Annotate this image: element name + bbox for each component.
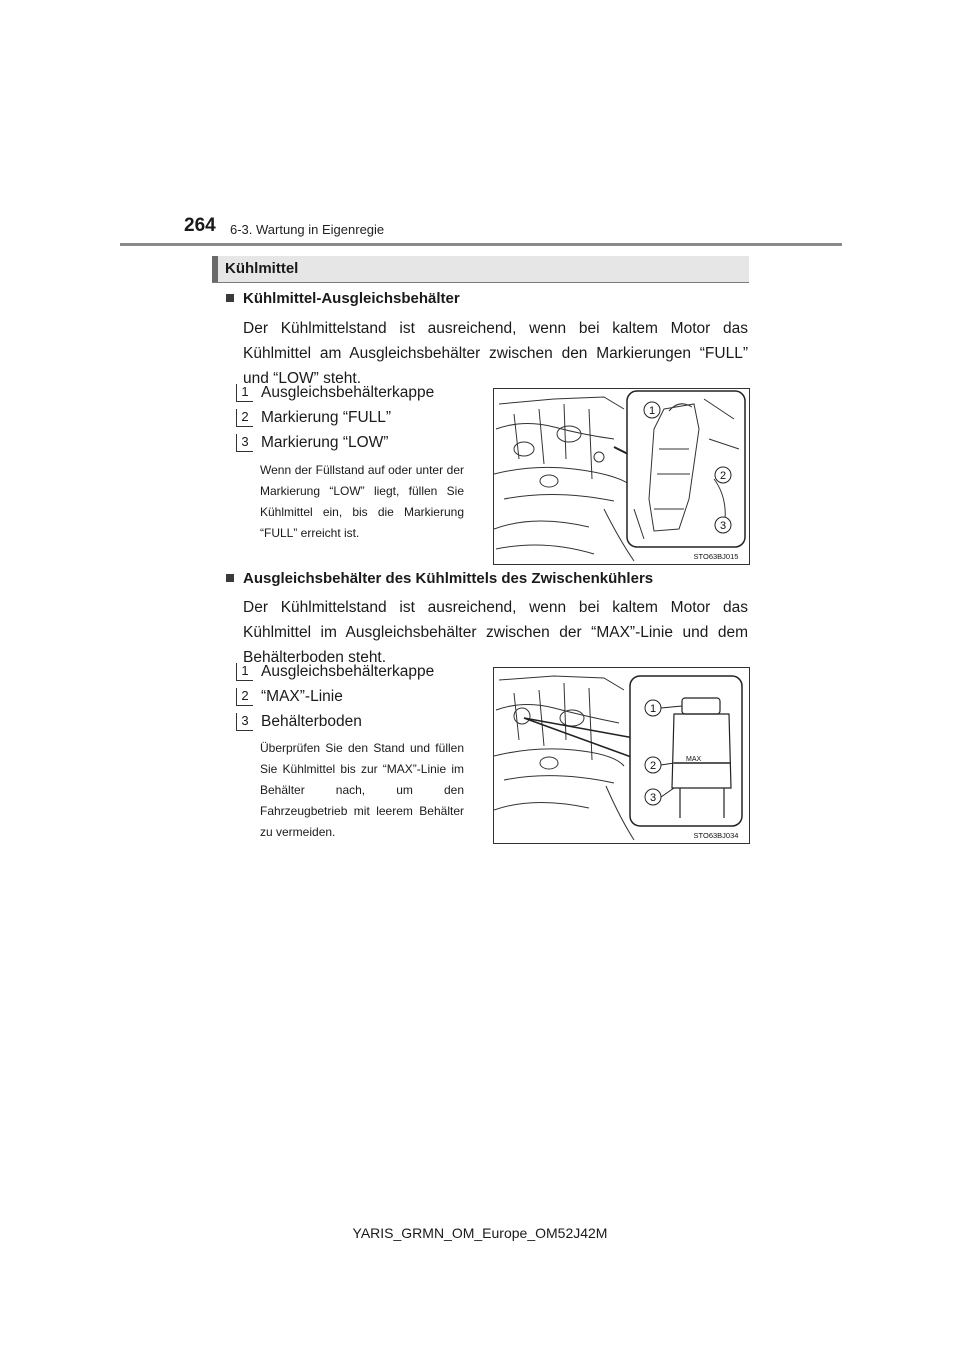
block2-item-3 <box>236 713 362 733</box>
item-label: Markierung “FULL” <box>261 409 392 426</box>
item-number: 3 <box>236 434 253 452</box>
item-label: Ausgleichsbehälterkappe <box>261 384 435 401</box>
callout-2: 2 <box>719 470 727 482</box>
block2-heading <box>226 570 653 587</box>
block2-item-2 <box>236 688 343 708</box>
callout-3: 3 <box>649 792 657 804</box>
section-breadcrumb: 6-3. Wartung in Eigenregie <box>230 222 385 237</box>
item-number: 1 <box>236 384 253 402</box>
figure-coolant-reservoir <box>493 388 750 565</box>
callout-2: 2 <box>649 760 657 772</box>
item-number: 2 <box>236 409 253 427</box>
figure-code: STO63BJ034 <box>693 831 739 840</box>
block1-heading-text: Kühlmittel-Ausgleichsbehälter <box>243 290 460 307</box>
block2-item-1 <box>236 663 434 683</box>
callout-1: 1 <box>649 703 657 715</box>
item-number: 3 <box>236 713 253 731</box>
max-line-label: MAX <box>686 756 702 763</box>
block1-item-1 <box>236 384 434 404</box>
item-label: Behälterboden <box>261 713 362 730</box>
block1-paragraph: Der Kühlmittelstand ist ausreichend, wenn bei kaltem Motor das Kühlmittel am Ausgleichsbehälter zwischen den Markierungen “FULL” und “LOW” steht. <box>243 320 748 387</box>
item-number: 2 <box>236 688 253 706</box>
square-bullet-icon <box>226 574 234 582</box>
block1-heading <box>226 290 460 307</box>
block2-paragraph: Der Kühlmittelstand ist ausreichend, wenn bei kaltem Motor das Kühlmittel im Ausgleichsbehälter zwischen der “MAX”-Linie und dem Behälterboden steht. <box>243 599 748 666</box>
block2-heading-text: Ausgleichsbehälter des Kühlmittels des Zwischenkühlers <box>243 570 654 587</box>
figure-code: STO63BJ015 <box>693 552 739 561</box>
block1-item-2 <box>236 409 391 429</box>
block2-note: Überprüfen Sie den Stand und füllen Sie Kühlmittel bis zur “MAX”-Linie im Behälter nach, um den Fahrzeugbetrieb mit leerem Behälter zu vermeiden. <box>260 741 464 839</box>
section-title: Kühlmittel <box>225 260 299 277</box>
block1-note: Wenn der Füllstand auf oder unter der Markierung “LOW” liegt, füllen Sie Kühlmittel ein, bis die Markierung “FULL” erreicht ist. <box>260 463 464 540</box>
block1-item-3 <box>236 434 388 454</box>
document-footer: YARIS_GRMN_OM_Europe_OM52J42M <box>352 1225 608 1241</box>
figure-intercooler-reservoir <box>493 667 750 844</box>
callout-1: 1 <box>648 405 656 417</box>
engine-bay-illustration <box>494 389 749 564</box>
item-label: “MAX”-Linie <box>261 688 343 705</box>
page-number: 264 <box>184 215 216 236</box>
item-number: 1 <box>236 663 253 681</box>
header-divider <box>120 243 842 246</box>
section-title-bar <box>212 256 218 282</box>
item-label: Ausgleichsbehälterkappe <box>261 663 435 680</box>
item-label: Markierung “LOW” <box>261 434 389 451</box>
intercooler-illustration <box>494 668 749 843</box>
section-title-box <box>212 256 749 283</box>
square-bullet-icon <box>226 294 234 302</box>
callout-3: 3 <box>719 520 727 532</box>
